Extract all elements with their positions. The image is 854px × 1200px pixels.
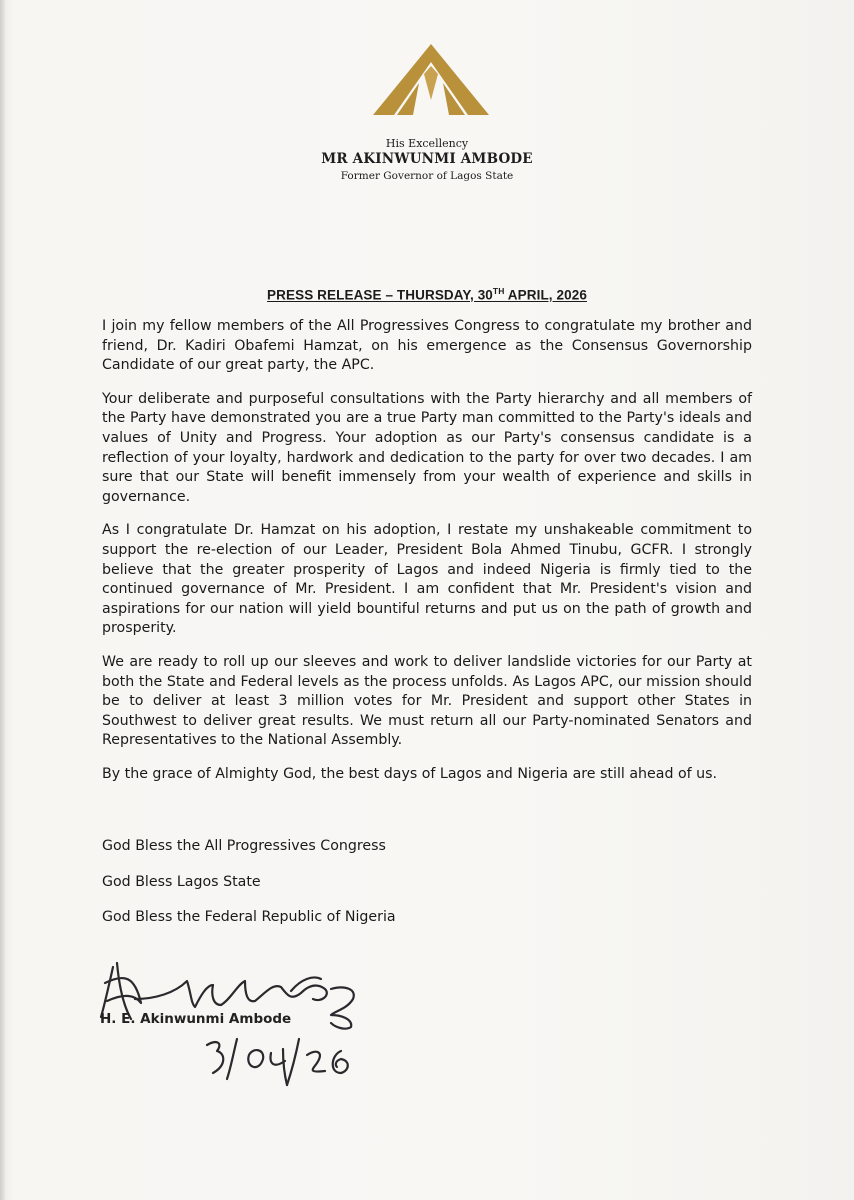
handwritten-signature [95, 955, 385, 1105]
paragraph: As I congratulate Dr. Hamzat on his adoption, I restate my unshakeable commitment to support the re-election of our Leader, President Bola Ahmed Tinubu, GCFR. I strongly believe that the greater prosperity of Lagos and indeed Nigeria is firmly tied to the continued governance of Mr. President. I am confident that Mr. President's vision and aspirations for our nation will yield bountiful returns and put us on the path of growth and prosperity. [102, 522, 752, 637]
closing-line: God Bless the Federal Republic of Nigeria [102, 909, 396, 925]
press-release-title: PRESS RELEASE – THURSDAY, 30TH APRIL, 2026 [267, 286, 587, 303]
paragraph: I join my fellow members of the All Progressives Congress to congratulate my brother and friend, Dr. Kadiri Obafemi Hamzat, on his emergence as the Consensus Governorship Candidate of our great party, the APC. [102, 318, 752, 374]
ambode-logo-icon [367, 40, 495, 120]
paragraph: We are ready to roll up our sleeves and work to deliver landslide victories for our Party at both the State and Federal levels as the process unfolds. As Lagos APC, our mission should be to deliver at least 3 million votes for Mr. President and support other States in Southwest to deliver great results. We must return all our Party-nominated Senators and Representatives to the National Assembly. [102, 653, 752, 749]
paragraph: By the grace of Almighty God, the best days of Lagos and Nigeria are still ahead of us. [102, 765, 718, 782]
closing-line: God Bless Lagos State [102, 874, 261, 890]
signatory-name: H. E. Akinwunmi Ambode [100, 1011, 292, 1027]
letterhead-position: Former Governor of Lagos State [340, 170, 514, 182]
closing-line: God Bless the All Progressives Congress [102, 838, 386, 854]
letterhead-honorific: His Excellency [385, 137, 469, 150]
paragraph: Your deliberate and purposeful consultations with the Party hierarchy and all members of the Party have demonstrated you are a true Party man committed to the Party's ideals and values of Unity and Progress. Your adoption as our Party's consensus candidate is a reflection of your loyalty, hardwork and dedication to the party for over two decades. I am sure that our State will benefit immensely from your wealth of experience and skills in governance. [102, 390, 752, 505]
body-text [102, 317, 752, 798]
letterhead-name: MR AKINWUNMI AMBODE [321, 151, 533, 167]
